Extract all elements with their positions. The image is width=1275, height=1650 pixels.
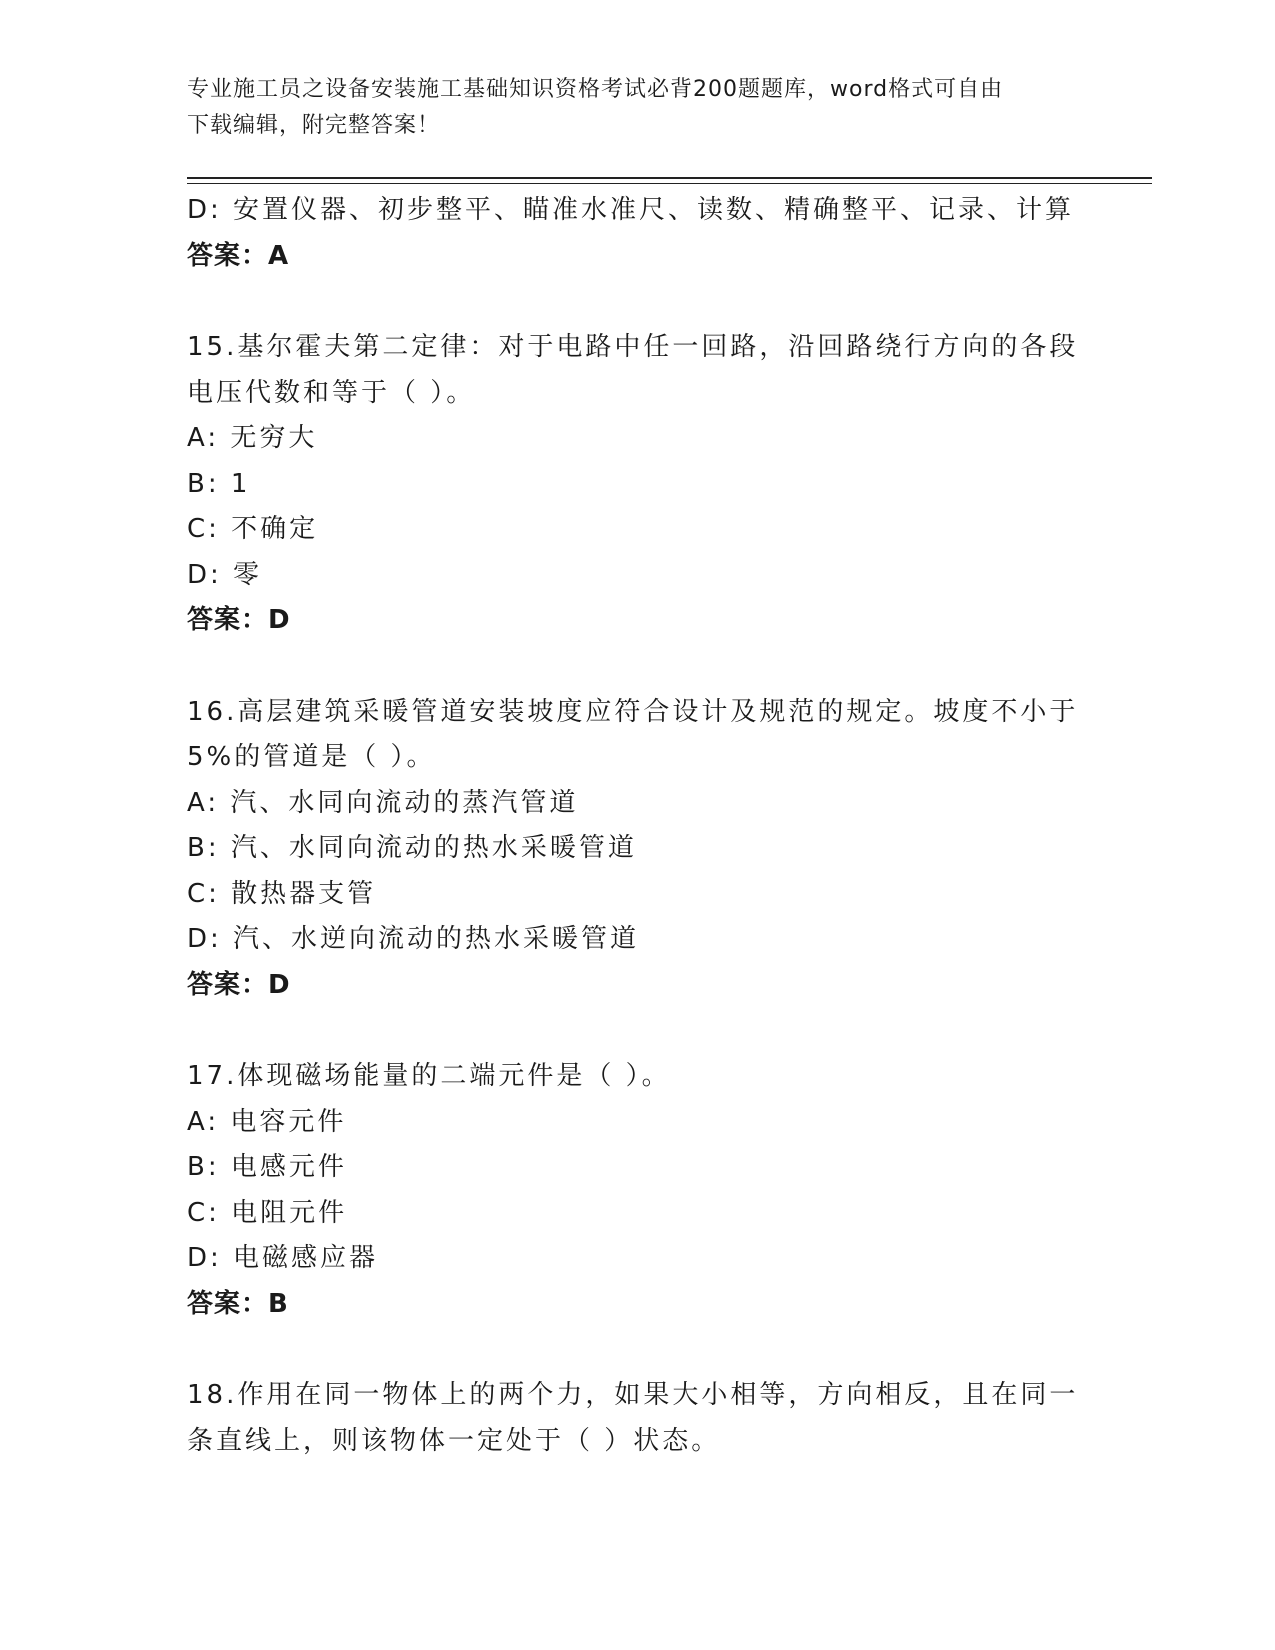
q16-stem-line-2: 5%的管道是（ ）。 <box>187 742 436 772</box>
header-line-1: 专业施工员之设备安装施工基础知识资格考试必背200题题库，word格式可自由 <box>187 77 1004 102</box>
q18-stem-line-1: 18.作用在同一物体上的两个力，如果大小相等，方向相反，且在同一 <box>187 1380 1079 1410</box>
q15-stem-line-2: 电压代数和等于（ ）。 <box>187 377 476 408</box>
question-list <box>187 188 1087 1464</box>
q17-option-a: A: 电容元件 <box>187 1106 347 1137</box>
q16-answer: 答案：D <box>187 969 291 1000</box>
q17-option-b: B: 电感元件 <box>187 1152 347 1182</box>
q16-option-c: C: 散热器支管 <box>187 878 377 909</box>
q17-stem-line-1: 17.体现磁场能量的二端元件是（ ）。 <box>187 1061 671 1091</box>
q15-option-d: D: 零 <box>187 559 263 590</box>
q17-answer: 答案：B <box>187 1288 289 1319</box>
q16-option-a: A: 汽、水同向流动的蒸汽管道 <box>187 787 579 818</box>
document-header <box>187 72 1067 144</box>
q15-stem-line-1: 15.基尔霍夫第二定律：对于电路中任一回路，沿回路绕行方向的各段 <box>187 332 1079 362</box>
q18-stem-line-2: 条直线上，则该物体一定处于（ ）状态。 <box>187 1425 721 1456</box>
q15-answer: 答案：D <box>187 605 291 635</box>
header-line-2: 下载编辑，附完整答案！ <box>187 113 441 138</box>
header-rule-thick <box>187 177 1152 179</box>
prev-answer: 答案：A <box>187 240 290 271</box>
q16-stem-line-1: 16.高层建筑采暖管道安装坡度应符合设计及规范的规定。坡度不小于 <box>187 696 1079 727</box>
header-rule-thin <box>187 183 1152 184</box>
q15-option-b: B: 1 <box>187 468 251 499</box>
q15-option-a: A: 无穷大 <box>187 423 318 453</box>
q17-option-d: D: 电磁感应器 <box>187 1243 379 1273</box>
q16-option-b: B: 汽、水同向流动的热水采暖管道 <box>187 833 637 863</box>
q16-option-d: D: 汽、水逆向流动的热水采暖管道 <box>187 924 640 954</box>
prev-option-d: D: 安置仪器、初步整平、瞄准水准尺、读数、精确整平、记录、计算 <box>187 195 1075 225</box>
q17-option-c: C: 电阻元件 <box>187 1197 348 1228</box>
q15-option-c: C: 不确定 <box>187 514 319 544</box>
